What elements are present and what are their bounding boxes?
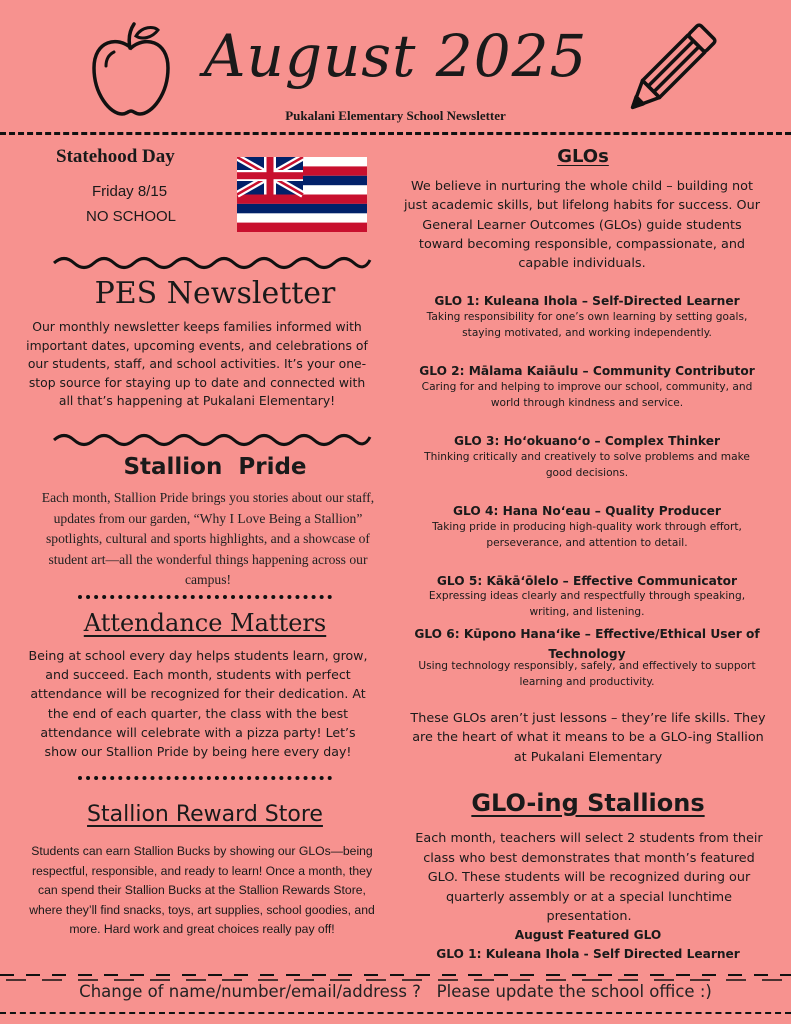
featured-glo-value: GLO 1: Kuleana Ihola - Self Directed Learner: [436, 947, 740, 961]
stallion-pride-body: Each month, Stallion Pride brings you stories about our staff, updates from our garden, “Why I Love Being a Stallion” spotlights, cultural and sports highlights, and a showcase of student art—all the wonderful things happening across our campus!: [41, 490, 375, 587]
attendance-heading: Attendance Matters: [83, 609, 327, 637]
glo-5-title: GLO 5: Kākāʻōlelo – Effective Communicator: [436, 574, 738, 588]
dotted-divider: [78, 776, 332, 780]
reward-store-body: Students can earn Stallion Bucks by showing our GLOs—being respectful, responsible, and ready to learn! Once a month, they can spend their Stallion Bucks at the Stallion Rewards Store, where they’ll find snacks, toys, art supplies, school goodies, and more. Hard work and great choices really pay off!: [29, 844, 375, 937]
glo-1-title: GLO 1: Kuleana Ihola – Self-Directed Learner: [434, 294, 740, 308]
header-divider: [0, 132, 791, 135]
page-title: August 2025: [203, 22, 588, 90]
wavy-divider: [52, 254, 372, 272]
statehood-note: NO SCHOOL: [86, 208, 177, 225]
glo-5-desc: Expressing ideas clearly and respectfully through speaking, writing, and listening.: [428, 590, 746, 618]
footer-divider: [0, 968, 791, 980]
glos-intro: We believe in nurturing the whole child – building not just academic skills, but lifelong habits for success. Our General Learner Outcomes (GLOs) guide students toward becoming responsible, compassionate, and capable individuals.: [404, 179, 760, 272]
glos-heading: GLOs: [557, 146, 609, 167]
glo-6-desc: Using technology responsibly, safely, and effectively to support learning and productivity.: [418, 660, 756, 688]
glo-4-title: GLO 4: Hana Noʻeau – Quality Producer: [453, 504, 721, 518]
glo-6-title: GLO 6: Kūpono Hanaʻike – Effective/Ethical User of Technology: [414, 627, 760, 661]
statehood-date: Friday 8/15: [92, 183, 168, 200]
featured-glo-label: August Featured GLO: [514, 928, 662, 942]
attendance-body: Being at school every day helps students learn, grow, and succeed. Each month, students with perfect attendance will be recognized for their dedication. At the end of each quarter, the class with the best attendance will celebrate with a pizza party! Let’s show our Stallion Pride by being here every day!: [28, 648, 368, 760]
glo-4-desc: Taking pride in producing high-quality work through effort, perseverance, and attention to detail.: [432, 521, 742, 549]
glo-3-title: GLO 3: Hoʻokuanoʻo – Complex Thinker: [454, 434, 720, 448]
pes-newsletter-body: Our monthly newsletter keeps families informed with important dates, upcoming events, and celebrations of our students, staff, and school activities. It’s your one-stop source for staying up to date and connected with all that’s happening at Pukalani Elementary!: [26, 319, 368, 408]
glo-2-desc: Caring for and helping to improve our school, community, and world through kindness and service.: [421, 381, 753, 409]
stallion-pride-heading: Stallion Pride: [123, 454, 307, 480]
statehood-heading: Statehood Day: [56, 146, 175, 167]
hawaii-flag: [237, 157, 367, 232]
reward-store-heading: Stallion Reward Store: [87, 802, 323, 827]
glo-3-desc: Thinking critically and creatively to solve problems and make good decisions.: [424, 451, 750, 479]
glo-1-desc: Taking responsibility for one’s own learning by setting goals, staying motivated, and working independently.: [426, 311, 748, 339]
glo-2-title: GLO 2: Mālama Kaiāulu – Community Contributor: [419, 364, 755, 378]
glos-closing: These GLOs aren’t just lessons – they’re life skills. They are the heart of what it means to be a GLO-ing Stallion at Pukalani Elementary: [410, 711, 766, 765]
footer-bottom-divider: [0, 1012, 791, 1014]
pes-newsletter-heading: PES Newsletter: [94, 276, 336, 311]
footer-notice: Change of name/number/email/address ? Please update the school office :): [79, 982, 712, 1001]
glo-ing-body: Each month, teachers will select 2 students from their class who best demonstrates that month’s featured GLO. These students will be recognized during our quarterly assembly or at a special lunchtime presentation.: [415, 831, 763, 925]
glo-ing-heading: GLO-ing Stallions: [471, 789, 705, 817]
dotted-divider: [78, 595, 332, 599]
newsletter-subtitle: Pukalani Elementary School Newsletter: [285, 108, 506, 123]
pencil-icon: [618, 22, 718, 122]
wavy-divider: [52, 431, 372, 449]
